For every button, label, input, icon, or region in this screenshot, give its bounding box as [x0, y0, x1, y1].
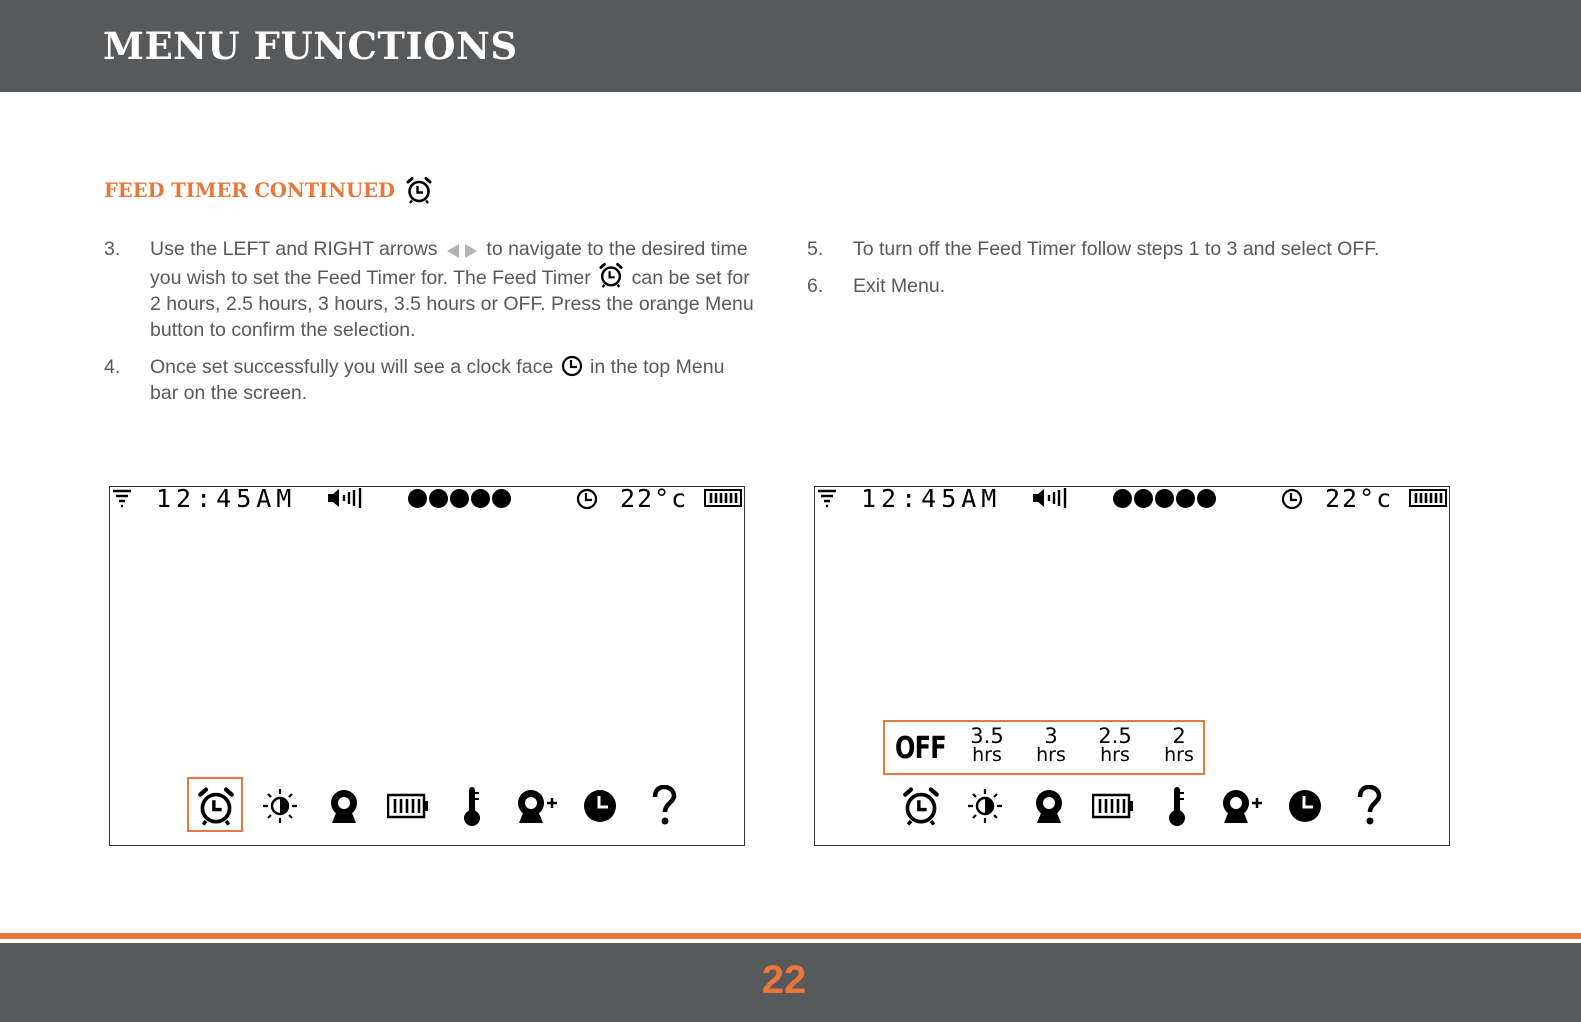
- help-icon[interactable]: [642, 783, 686, 829]
- step-6: [807, 273, 1507, 299]
- step-text: to navigate to the desired time you wish to set the Feed Timer for. The Feed Timer: [150, 238, 748, 289]
- menu-icon-bar: [893, 783, 1393, 833]
- clock-face-icon: [576, 488, 598, 510]
- brightness-icon[interactable]: [258, 783, 302, 829]
- steps-right: [807, 236, 1507, 310]
- add-camera-icon[interactable]: [1219, 783, 1263, 829]
- status-time: 12:45AM: [156, 484, 297, 513]
- step-number: 3.: [104, 238, 121, 260]
- thermometer-icon[interactable]: [1155, 783, 1199, 829]
- step-text: To turn off the Feed Timer follow steps 1 to 3 and select OFF.: [853, 238, 1380, 260]
- add-camera-icon[interactable]: [514, 783, 558, 829]
- step-text: can be set for 2 hours, 2.5 hours, 3 hours, 3.5 hours or OFF. Press the orange Menu button to confirm the selection.: [150, 267, 754, 341]
- battery-menu-icon[interactable]: [386, 783, 430, 829]
- volume-icon: [1032, 487, 1070, 509]
- status-temperature: 22°c: [1325, 484, 1394, 513]
- battery-icon: [1409, 489, 1449, 507]
- clock-icon[interactable]: [578, 783, 622, 829]
- steps-left: [104, 236, 754, 417]
- option-2-5-hrs[interactable]: 2.5 hrs: [1098, 724, 1132, 766]
- timer-options-popup: [883, 720, 1205, 775]
- signal-dots: [1113, 489, 1216, 508]
- step-number: 4.: [104, 356, 121, 378]
- clock-face-icon: [561, 355, 583, 377]
- clock-icon[interactable]: [1283, 783, 1327, 829]
- section-heading: [104, 176, 433, 204]
- status-bar: [815, 484, 1449, 513]
- thermometer-icon[interactable]: [450, 783, 494, 829]
- status-bar: [110, 484, 744, 513]
- footer-rule: [0, 933, 1581, 939]
- camera-icon[interactable]: [322, 783, 366, 829]
- camera-icon[interactable]: [1027, 783, 1071, 829]
- alarm-clock-icon[interactable]: [899, 783, 943, 829]
- battery-menu-icon[interactable]: [1091, 783, 1135, 829]
- signal-icon: [817, 489, 837, 509]
- alarm-clock-icon[interactable]: [194, 783, 238, 829]
- step-text: Use the LEFT and RIGHT arrows: [150, 238, 438, 260]
- page-title: MENU FUNCTIONS: [103, 24, 518, 68]
- option-3-5-hrs[interactable]: 3.5 hrs: [970, 724, 1004, 766]
- signal-dots: [408, 489, 511, 508]
- option-3-hrs[interactable]: 3 hrs: [1036, 724, 1066, 766]
- screen-timer-options: [814, 486, 1450, 846]
- status-temperature: 22°c: [620, 484, 689, 513]
- page-header: [0, 0, 1581, 92]
- battery-icon: [704, 489, 744, 507]
- brightness-icon[interactable]: [963, 783, 1007, 829]
- signal-icon: [112, 489, 132, 509]
- step-number: 5.: [807, 238, 824, 260]
- menu-icon-bar: [188, 783, 688, 833]
- left-right-arrows-icon: [445, 243, 479, 259]
- step-5: [807, 236, 1507, 262]
- clock-face-icon: [1281, 488, 1303, 510]
- alarm-clock-icon: [598, 262, 624, 288]
- page-number: 22: [761, 958, 807, 1002]
- volume-icon: [327, 487, 365, 509]
- help-icon[interactable]: [1347, 783, 1391, 829]
- step-3: [104, 236, 754, 343]
- step-text: Once set successfully you will see a clock face: [150, 356, 554, 378]
- step-number: 6.: [807, 275, 824, 297]
- step-text: Exit Menu.: [853, 275, 946, 297]
- step-text: in the top Menu bar on the screen.: [150, 356, 725, 404]
- status-time: 12:45AM: [861, 484, 1002, 513]
- option-2-hrs[interactable]: 2 hrs: [1164, 724, 1194, 766]
- section-title: FEED TIMER CONTINUED: [104, 178, 395, 202]
- alarm-clock-icon: [405, 176, 433, 204]
- step-4: [104, 354, 754, 406]
- option-off[interactable]: OFF: [895, 731, 946, 766]
- screen-menu-bar: [109, 486, 745, 846]
